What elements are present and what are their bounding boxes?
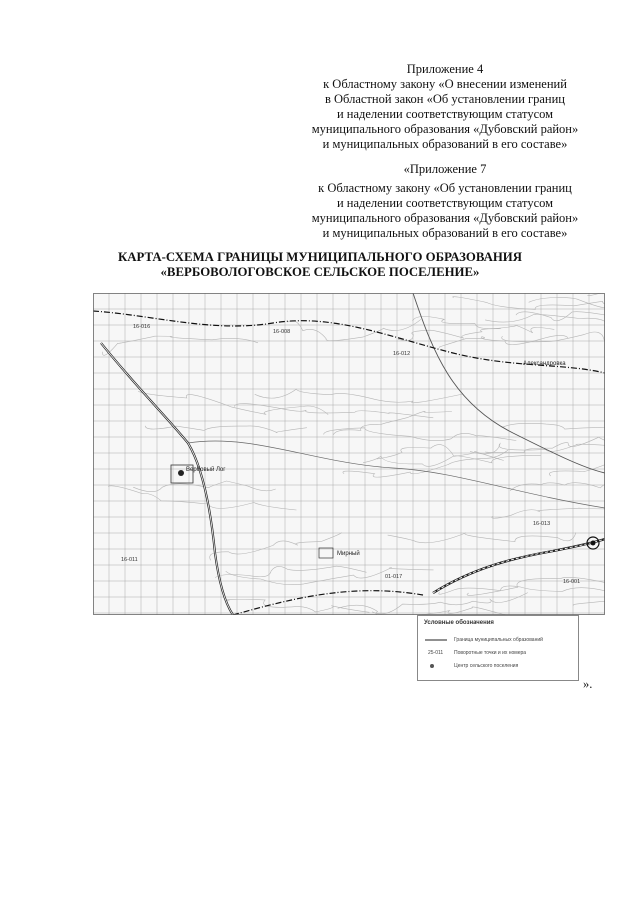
document-title-line-2: «ВЕРБОВОЛОГОВСКОЕ СЕЛЬСКОЕ ПОСЕЛЕНИЕ» bbox=[160, 265, 480, 279]
appendix-4-line: к Областному закону «О внесении изменений bbox=[323, 77, 567, 91]
map-legend bbox=[417, 615, 579, 681]
appendix-7-line: к Областному закону «Об установлении границ bbox=[318, 181, 572, 195]
point-label: 16-008 bbox=[273, 329, 291, 335]
map-canvas bbox=[93, 293, 605, 615]
point-label: 01-017 bbox=[385, 574, 403, 580]
place-label: Александровка bbox=[523, 361, 566, 367]
document-title bbox=[0, 250, 640, 280]
appendix-4-line: в Областной закон «Об установлении границ bbox=[324, 92, 565, 106]
appendix-4-line: и муниципальных образований в его составе» bbox=[322, 137, 568, 151]
point-label: 16-012 bbox=[393, 351, 411, 357]
town-marker bbox=[591, 541, 596, 546]
point-code-sample: 25-011 bbox=[428, 650, 444, 656]
legend-label: Центр сельского поселения bbox=[454, 663, 519, 669]
document-title-line-1: КАРТА-СХЕМА ГРАНИЦЫ МУНИЦИПАЛЬНОГО ОБРАЗОВАНИЯ bbox=[118, 250, 522, 264]
appendix-7-line: и муниципальных образований в его составе» bbox=[322, 226, 568, 240]
appendix-4-block bbox=[300, 62, 590, 152]
appendix-4-line: и наделении соответствующим статусом bbox=[336, 107, 554, 121]
legend-item-border bbox=[424, 636, 574, 644]
settlement-center-dot bbox=[178, 470, 184, 476]
border-line-icon bbox=[424, 636, 448, 644]
appendix-7-block bbox=[300, 162, 590, 241]
closing-quote: ». bbox=[583, 677, 593, 691]
legend-label: Граница муниципальных образований bbox=[454, 637, 543, 643]
place-label: Вербовый Лог bbox=[186, 467, 226, 473]
legend-label: Поворотные точки и их номера bbox=[454, 650, 527, 656]
appendix-4-line: муниципального образования «Дубовский район» bbox=[311, 122, 579, 136]
appendix-7-heading: «Приложение 7 bbox=[403, 162, 487, 176]
place-label: Мирный bbox=[337, 551, 360, 557]
legend-title: Условные обозначения bbox=[424, 620, 494, 626]
legend-item-center bbox=[424, 662, 574, 670]
boundary-map bbox=[93, 293, 605, 615]
legend-item-points bbox=[424, 649, 574, 657]
center-dot-icon bbox=[424, 662, 448, 670]
appendix-7-line: муниципального образования «Дубовский район» bbox=[311, 211, 579, 225]
point-label: 16-011 bbox=[121, 557, 138, 563]
point-label: 16-016 bbox=[133, 324, 151, 330]
point-label: 16-013 bbox=[533, 521, 551, 527]
appendix-4-heading: Приложение 4 bbox=[406, 62, 484, 76]
point-label: 16-001 bbox=[563, 579, 581, 585]
appendix-7-line: и наделении соответствующим статусом bbox=[336, 196, 554, 210]
